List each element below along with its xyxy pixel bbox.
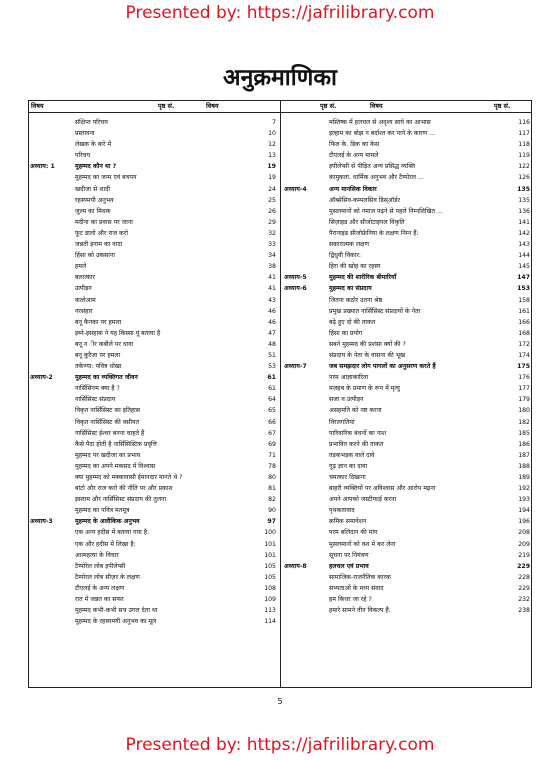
toc-row: [28, 217, 278, 228]
toc-entry-title: हम किधर जा रहे ?: [329, 596, 372, 604]
toc-chapter-label: अध्याय-8: [284, 562, 307, 570]
toc-entry-page: 97: [267, 518, 276, 526]
toc-entry-title: सभ्यताओं के मध्य संवाद: [329, 584, 384, 592]
toc-entry-page: 19: [267, 163, 276, 171]
toc-entry-title: मज़हब के प्रमाण के रूप में मृत्यु: [329, 385, 400, 393]
toc-entry-title: हिंसा का प्रयोग: [329, 329, 363, 337]
toc-row: [282, 339, 532, 350]
toc-entry-page: 172: [518, 340, 530, 348]
page-number: 5: [277, 697, 283, 706]
toc-row: [28, 372, 278, 383]
toc-row: [282, 439, 532, 450]
toc-entry-title: पृथकतावाद: [329, 507, 355, 515]
toc-row: [282, 184, 532, 195]
toc-entry-title: मस्तिष्क में हलचल से अदृश्य साये का आभास: [329, 119, 431, 126]
toc-entry-title: इपीलेप्सी से पीड़ित अन्य प्रसिद्ध व्यक्ति: [329, 163, 416, 171]
toc-row: [28, 561, 278, 572]
toc-entry-title: ऑब्सेसिव-कम्पलसिव डिस्ऑर्डर: [329, 196, 401, 204]
toc-row: [282, 583, 532, 594]
toc-left-column: [28, 117, 278, 627]
toc-entry-title: प्रस्तावना: [75, 130, 95, 138]
toc-row: [282, 117, 532, 128]
toc-entry-page: 119: [518, 152, 530, 160]
toc-entry-title: लेखक के बारे में: [75, 141, 112, 149]
toc-entry-page: 13: [268, 152, 276, 160]
toc-entry-page: 82: [268, 496, 276, 504]
toc-row: [282, 361, 532, 372]
toc-entry-title: संक्षिप्त परिचय: [75, 119, 108, 126]
toc-row: [28, 550, 278, 561]
toc-row: [28, 539, 278, 550]
toc-row: [282, 195, 532, 206]
header-page-right-end: पृष्ठ सं.: [494, 102, 511, 110]
toc-entry-page: 188: [518, 462, 530, 470]
toc-entry-title: हमारे सामने तीन विकल्प हैं:: [329, 607, 391, 615]
toc-entry-page: 228: [518, 573, 530, 581]
toc-entry-page: 174: [518, 351, 530, 359]
toc-entry-title: टीएलई के अन्य लक्षण: [75, 584, 125, 592]
toc-entry-page: 78: [268, 462, 276, 470]
toc-row: [28, 161, 278, 172]
toc-entry-page: 135: [518, 196, 530, 204]
toc-entry-title: सामाजिक-राजनैतिक कारक: [329, 573, 391, 581]
toc-entry-title: फूट डालो और राज करो: [75, 229, 128, 237]
toc-entry-page: 53: [268, 363, 276, 371]
toc-row: [282, 150, 532, 161]
toc-chapter-label: अध्याय-2: [30, 374, 53, 382]
header-subject2-left: विषय: [206, 102, 219, 110]
toc-row: [28, 494, 278, 505]
toc-entry-page: 101: [264, 540, 276, 548]
toc-entry-title: मुहम्मद की शारीरिक बीमारियाँ: [329, 274, 397, 282]
toc-entry-title: प्रभावित करने की ताकत: [329, 440, 384, 448]
toc-entry-title: इल्हाम का बोझ न बर्दाश्त कर पाने के कारण ...: [329, 130, 436, 138]
toc-entry-page: 196: [518, 518, 530, 526]
toc-entry-page: 168: [518, 329, 530, 337]
toc-row: [28, 527, 278, 538]
toc-row: [28, 405, 278, 416]
toc-row: [282, 350, 532, 361]
toc-entry-page: 46: [268, 318, 276, 326]
toc-entry-title: पारिवारिक बंधनों का नाश: [329, 429, 387, 437]
toc-row: [28, 616, 278, 627]
toc-row: [282, 172, 532, 183]
toc-entry-title: हलचल एवं प्रभाव: [329, 562, 369, 570]
toc-entry-title: चमत्कार दिखाना: [329, 474, 366, 481]
toc-entry-title: द्विधुवी विकार:: [329, 252, 361, 260]
toc-entry-page: 180: [518, 407, 530, 415]
toc-row: [282, 283, 532, 294]
toc-row: [28, 472, 278, 483]
toc-entry-page: 209: [518, 540, 530, 548]
toc-row: [282, 306, 532, 317]
toc-chapter-label: अध्याय-7: [284, 363, 307, 371]
toc-entry-page: 144: [518, 252, 530, 260]
toc-entry-title: नार्सिसिज्म क्या है ?: [75, 385, 120, 393]
toc-entry-title: मुहम्मद कौन था ?: [75, 163, 117, 171]
toc-entry-page: 238: [518, 607, 530, 615]
toc-entry-page: 51: [268, 351, 276, 359]
toc-row: [282, 272, 532, 283]
toc-row: [282, 328, 532, 339]
toc-entry-page: 61: [268, 385, 276, 393]
toc-row: [282, 516, 532, 527]
toc-chapter-label: अध्याय-3: [30, 518, 53, 526]
toc-row: [28, 339, 278, 350]
toc-entry-title: बांटो और राज करो की नीति पर और प्रकाश: [75, 485, 173, 493]
toc-entry-page: 47: [268, 329, 276, 337]
toc-entry-page: 192: [518, 485, 530, 493]
toc-entry-title: परिचय: [75, 152, 91, 160]
toc-row: [28, 439, 278, 450]
toc-entry-page: 142: [518, 229, 530, 237]
toc-entry-page: 61: [267, 374, 276, 382]
toc-entry-page: 176: [518, 374, 530, 382]
toc-entry-title: सूचना पर नियंत्रण: [329, 551, 369, 559]
toc-entry-title: कत्लेआम: [75, 296, 96, 304]
page-title: अनुक्रमाणिका: [223, 65, 337, 91]
toc-row: [28, 572, 278, 583]
toc-entry-page: 193: [518, 496, 530, 504]
toc-entry-page: 114: [264, 618, 276, 626]
toc-row: [282, 483, 532, 494]
toc-entry-page: 32: [268, 229, 276, 237]
toc-entry-page: 177: [518, 385, 530, 393]
toc-row: [282, 239, 532, 250]
toc-row: [28, 295, 278, 306]
toc-entry-title: तर्कण्या: पवित्र धोखा: [75, 363, 122, 371]
toc-row: [28, 361, 278, 372]
toc-row: [28, 172, 278, 183]
toc-row: [282, 228, 532, 239]
toc-entry-page: 118: [518, 141, 530, 149]
toc-entry-title: टैम्पोरल लोब सीज़र के लक्षण: [75, 573, 140, 581]
toc-entry-title: मुहम्मद का पवित्र मतमूत्र: [75, 507, 130, 515]
toc-row: [282, 261, 532, 272]
toc-entry-title: बढ़े हुए दो की ताकत: [329, 318, 376, 326]
toc-entry-page: 48: [268, 340, 276, 348]
toc-entry-page: 109: [264, 596, 276, 604]
toc-row: [28, 306, 278, 317]
column-divider: [280, 100, 281, 688]
site-banner-top: Presented by: https://jafrilibrary.com: [125, 3, 435, 23]
toc-entry-page: 187: [518, 451, 530, 459]
toc-row: [28, 139, 278, 150]
toc-row: [28, 206, 278, 217]
toc-row: [28, 228, 278, 239]
toc-entry-page: 219: [518, 551, 530, 559]
toc-entry-page: 64: [268, 396, 276, 404]
toc-entry-title: मुहम्मद पर खदीजा का प्रभाव: [75, 451, 141, 459]
toc-entry-title: टीएलई के अन्य मामले: [329, 152, 379, 160]
toc-entry-page: 135: [517, 185, 530, 193]
toc-row: [28, 516, 278, 527]
toc-entry-page: 66: [268, 418, 276, 426]
toc-entry-title: मुसलमानों को वश में कर लेना: [329, 540, 396, 548]
toc-entry-page: 67: [268, 429, 276, 437]
toc-entry-title: असहमति को नष्ट करना: [329, 407, 382, 415]
toc-entry-page: 161: [518, 307, 530, 315]
toc-entry-page: 116: [518, 119, 530, 126]
toc-entry-title: फिल के. डिक का केस: [329, 141, 380, 149]
toc-entry-page: 126: [518, 174, 530, 182]
toc-entry-title: हिंसा को उकसाना: [75, 252, 115, 260]
toc-entry-title: प्रमुख प्रख्यात नार्सिसिस्ट संप्रदायों के नेता: [329, 307, 421, 315]
toc-entry-page: 90: [268, 507, 276, 515]
toc-entry-page: 147: [517, 274, 530, 282]
toc-entry-page: 179: [518, 396, 530, 404]
toc-entry-page: 12: [268, 141, 276, 149]
toc-entry-page: 143: [518, 241, 530, 249]
toc-row: [28, 428, 278, 439]
toc-entry-title: रहस्यमयी अनुभव: [75, 196, 114, 204]
toc-entry-page: 229: [517, 562, 530, 570]
toc-row: [28, 383, 278, 394]
toc-entry-title: सकारात्मक लक्षण: [329, 241, 369, 249]
toc-entry-title: जन्नती इनाम का वादा: [75, 241, 123, 249]
toc-entry-page: 208: [518, 529, 530, 537]
toc-row: [282, 561, 532, 572]
toc-entry-page: 175: [517, 363, 530, 371]
toc-entry-title: अन्य मानसिक विकार: [329, 185, 377, 193]
toc-entry-title: जुल्म का मिथक: [75, 207, 111, 215]
toc-row: [28, 317, 278, 328]
toc-row: [282, 494, 532, 505]
toc-row: [282, 428, 532, 439]
toc-entry-page: 101: [264, 551, 276, 559]
toc-row: [28, 594, 278, 605]
toc-row: [282, 394, 532, 405]
toc-entry-title: विकृत नार्सिसिस्ट की वसीयत: [75, 418, 140, 426]
toc-row: [28, 128, 278, 139]
toc-entry-page: 100: [264, 529, 276, 537]
toc-entry-page: 46: [268, 307, 276, 315]
toc-entry-title: मुहम्मद का संप्रदाय: [329, 285, 372, 293]
toc-entry-title: मुहम्मद के रहस्यमयी अनुभव का मूल: [75, 618, 157, 626]
header-page-left: पृष्ठ सं.: [158, 102, 175, 110]
toc-row: [28, 328, 278, 339]
toc-row: [282, 317, 532, 328]
toc-entry-title: उत्पीड़न: [75, 285, 92, 293]
toc-entry-title: आत्महत्या के विचार: [75, 551, 119, 559]
toc-entry-page: 166: [518, 318, 530, 326]
toc-row: [28, 250, 278, 261]
toc-row: [282, 472, 532, 483]
toc-entry-page: 185: [518, 429, 530, 437]
toc-row: [282, 594, 532, 605]
toc-entry-title: संप्रदाय के नेता के वासना की भूख: [329, 351, 406, 359]
toc-entry-page: 38: [268, 263, 276, 271]
toc-entry-title: विकृत नार्सिसिस्ट का इतिहास: [75, 407, 140, 415]
toc-row: [28, 394, 278, 405]
toc-row: [28, 272, 278, 283]
toc-entry-title: कामुकता. धार्मिक अनुभव और टैम्पोरल ...: [329, 174, 424, 182]
toc-entry-title: सबने मुहम्मद की प्रशंसा क्यों की ?: [329, 340, 406, 348]
toc-row: [282, 461, 532, 472]
toc-entry-title: मुहम्मद कभी-कभी सच उगल देता था: [75, 607, 158, 615]
header-subject2-right: विषय: [370, 102, 383, 110]
toc-entry-page: 105: [264, 562, 276, 570]
toc-entry-title: हिरा की खोह का रहस्य: [329, 263, 381, 271]
toc-entry-title: तड़कभड़क वाले दावे: [329, 451, 375, 459]
toc-entry-page: 33: [268, 241, 276, 249]
toc-entry-title: परम आज्ञाकारिता: [329, 374, 369, 382]
toc-entry-title: मुसलमानों को नमाज पढ़ने से पहले निम्नलिखित ...: [329, 207, 443, 215]
toc-row: [282, 139, 532, 150]
toc-entry-title: अपने आपको जस्टीफाई करना: [329, 496, 397, 504]
toc-row: [28, 505, 278, 516]
toc-entry-page: 29: [268, 218, 276, 226]
toc-entry-title: मुहम्मद का व्यक्तिगत जीवन: [75, 374, 138, 382]
toc-entry-title: नरसंहार: [75, 307, 93, 315]
toc-entry-title: कैसे पैदा होती है नार्सिसिस्टिक प्रवृत्ति: [75, 440, 157, 448]
toc-row: [28, 483, 278, 494]
toc-chapter-label: अध्याय-4: [284, 185, 307, 193]
toc-entry-page: 194: [518, 507, 530, 515]
toc-row: [282, 383, 532, 394]
toc-entry-page: 24: [268, 185, 276, 193]
toc-entry-page: 41: [268, 274, 276, 282]
toc-entry-title: मुहम्मद का अपने मकसद में विश्वास: [75, 462, 156, 470]
toc-entry-title: परम बलिदान की मांग: [329, 529, 378, 537]
toc-entry-page: 136: [518, 207, 530, 215]
toc-row: [28, 195, 278, 206]
toc-entry-title: बनू न ीर कबीले पर धावा: [75, 340, 134, 348]
toc-entry-page: 117: [518, 130, 530, 138]
toc-entry-page: 81: [268, 485, 276, 493]
toc-entry-page: 182: [518, 418, 530, 426]
toc-entry-title: मदीना का प्रवास पर जाना: [75, 218, 133, 226]
toc-entry-page: 158: [518, 296, 530, 304]
toc-row: [282, 217, 532, 228]
toc-entry-title: एक अन्य हदीस में बताया गया है:: [75, 529, 150, 537]
header-subject-left: विषय: [31, 102, 44, 110]
toc-row: [28, 261, 278, 272]
toc-row: [282, 550, 532, 561]
toc-row: [28, 417, 278, 428]
toc-entry-page: 122: [518, 163, 530, 171]
toc-row: [282, 372, 532, 383]
toc-row: [282, 450, 532, 461]
toc-row: [28, 605, 278, 616]
table-of-contents: [28, 100, 532, 688]
toc-entry-title: बनू कुरैजा पर हमला: [75, 351, 121, 359]
toc-entry-page: 229: [518, 584, 530, 592]
toc-row: [282, 539, 532, 550]
toc-row: [282, 128, 532, 139]
toc-row: [28, 150, 278, 161]
toc-row: [282, 295, 532, 306]
toc-entry-page: 65: [268, 407, 276, 415]
toc-entry-title: टैम्पोरेल लोब इपीलेप्सी: [75, 562, 126, 570]
toc-entry-page: 108: [264, 584, 276, 592]
toc-entry-title: नार्सिसिस्ट संप्रदाय: [75, 396, 116, 404]
toc-entry-page: 186: [518, 440, 530, 448]
toc-row: [28, 283, 278, 294]
toc-row: [28, 184, 278, 195]
toc-entry-title: विरलगतियां: [329, 418, 355, 426]
header-page-right: पृष्ठ सं.: [320, 102, 337, 110]
toc-row: [282, 505, 532, 516]
toc-entry-page: 105: [264, 573, 276, 581]
toc-entry-title: सिज़ाइड और सीजोटाइपल विकृति: [329, 218, 405, 226]
toc-row: [282, 161, 532, 172]
toc-entry-title: मुहम्मद के अलौकिक अनुभव: [75, 518, 140, 526]
toc-row: [282, 417, 532, 428]
toc-entry-page: 145: [518, 263, 530, 271]
toc-row: [28, 461, 278, 472]
toc-entry-page: 69: [268, 440, 276, 448]
toc-entry-page: 19: [268, 174, 276, 182]
toc-row: [28, 239, 278, 250]
toc-entry-page: 141: [518, 218, 530, 226]
toc-entry-title: मुहम्मद का जन्म एवं बचपन: [75, 174, 137, 182]
toc-entry-page: 80: [268, 474, 276, 481]
toc-entry-title: इब्ने-इसहाक ने यह किस्सा यूं बताया है: [75, 329, 161, 337]
toc-entry-title: बनू कैनका पर हमला: [75, 318, 122, 326]
toc-row: [28, 583, 278, 594]
toc-entry-title: सजा व उत्पीड़न: [329, 396, 364, 404]
toc-row: [28, 117, 278, 128]
toc-entry-title: क्या मुहम्मद को मक्कावासी ईमानदार मानते थे ?: [75, 474, 183, 481]
toc-entry-title: नार्सिसिस्ट ईश्वर बनना चाहते हैं: [75, 429, 145, 437]
toc-entry-page: 43: [268, 296, 276, 304]
toc-entry-title: पैरानाइड सीजोफ्रेनिया के लक्षण निम्न हैं:: [329, 229, 419, 237]
toc-chapter-label: अध्याय-6: [284, 285, 307, 293]
toc-row: [282, 206, 532, 217]
toc-entry-title: रात में जन्नत का सफर: [75, 596, 124, 604]
toc-entry-page: 71: [268, 451, 276, 459]
toc-entry-title: गूढ़ ज्ञान का दावा: [329, 462, 368, 470]
toc-entry-title: जब समझदार लोग पागलों का अनुसरण करते हैं: [329, 363, 436, 371]
toc-row: [282, 405, 532, 416]
toc-entry-page: 10: [268, 130, 276, 138]
toc-entry-title: इस्लाम और नार्सिसिस्ट संप्रदाय की तुलना: [75, 496, 167, 504]
toc-entry-page: 113: [264, 607, 276, 615]
site-banner-bottom: Presented by: https://jafrilibrary.com: [125, 735, 435, 755]
toc-entry-title: जितना कठोर उतना श्रेष्ठ: [329, 296, 383, 304]
toc-entry-page: 41: [268, 285, 276, 293]
toc-chapter-label: अध्याय: 1: [30, 163, 55, 171]
toc-entry-title: खदीजा से शादी: [75, 185, 110, 193]
toc-entry-page: 232: [518, 596, 530, 604]
toc-row: [282, 527, 532, 538]
toc-entry-page: 7: [272, 119, 276, 126]
toc-entry-page: 34: [268, 252, 276, 260]
toc-row: [282, 250, 532, 261]
toc-right-column: [282, 117, 532, 616]
toc-entry-title: बलात्कार: [75, 274, 95, 282]
toc-row: [28, 350, 278, 361]
toc-row: [282, 572, 532, 583]
toc-entry-page: 189: [518, 474, 530, 481]
toc-entry-title: बाहरी व्यक्तियों पर अविश्वास और आरोप मढ़ना: [329, 485, 436, 493]
toc-entry-page: 26: [268, 207, 276, 215]
toc-entry-title: एक और हदीस में लिखा है:: [75, 540, 136, 548]
toc-row: [28, 450, 278, 461]
toc-entry-page: 153: [517, 285, 530, 293]
toc-chapter-label: अध्याय-5: [284, 274, 307, 282]
toc-entry-page: 25: [268, 196, 276, 204]
toc-entry-title: हमले: [75, 263, 87, 271]
toc-row: [282, 605, 532, 616]
toc-entry-title: क्रमिक समावेशन: [329, 518, 367, 526]
